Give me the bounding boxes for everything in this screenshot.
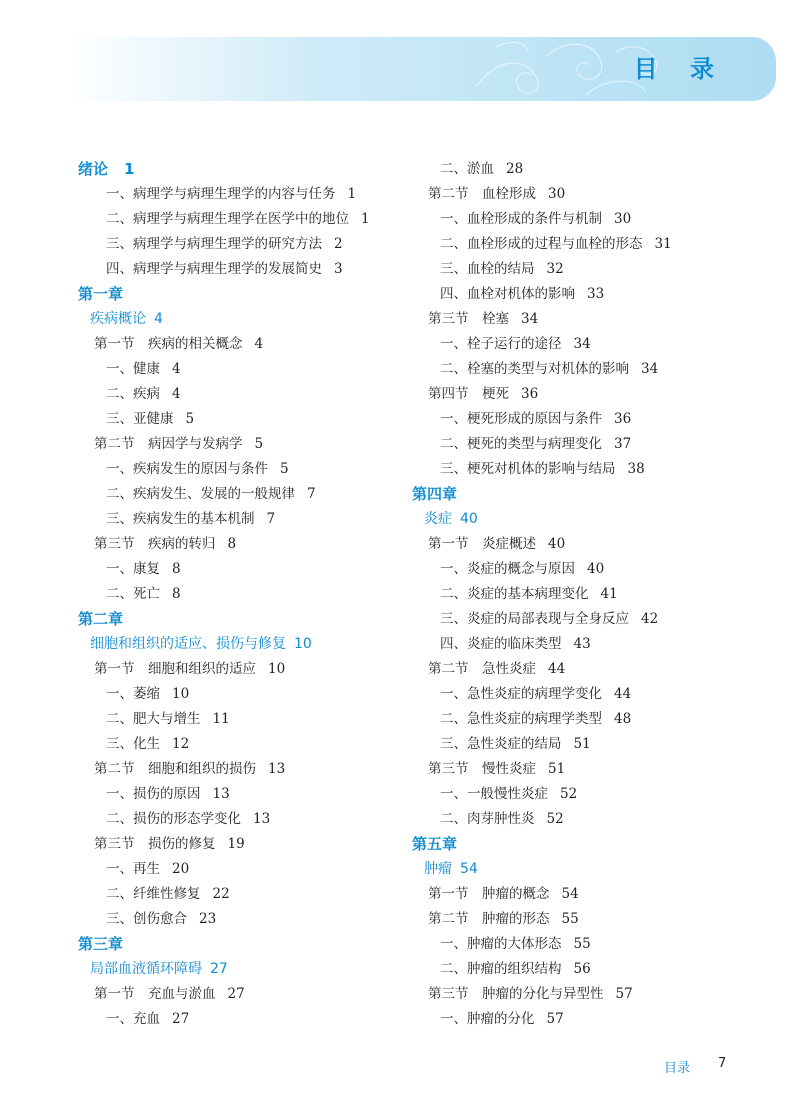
toc-entry-page: 19 [227,836,245,852]
toc-entry-title: 二、血栓形成的过程与血栓的形态 [440,236,643,252]
toc-entry-title: 第三章 [78,935,124,953]
toc-entry-page: 12 [172,736,190,752]
toc-entry-page: 13 [253,811,271,827]
toc-entry-page: 51 [573,736,591,752]
toc-item-entry[interactable] [412,607,772,632]
toc-entry-page: 11 [212,711,230,727]
toc-section-entry[interactable] [78,432,398,457]
toc-entry-title: 第二节 急性炎症 [428,661,536,677]
toc-item-entry[interactable] [412,157,772,182]
toc-entry-page: 52 [546,811,564,827]
toc-section-entry[interactable] [412,382,772,407]
toc-entry-title: 一、急性炎症的病理学变化 [440,686,602,702]
toc-entry-title: 二、肥大与增生 [106,711,201,727]
toc-entry-page: 4 [254,336,264,352]
toc-entry-title: 三、化生 [106,736,160,752]
toc-item-entry[interactable] [78,582,398,607]
toc-item-entry[interactable] [412,707,772,732]
toc-entry-page: 57 [546,1011,564,1027]
toc-entry-page: 40 [587,561,605,577]
toc-entry-title: 一、一般慢性炎症 [440,786,548,802]
toc-entry-title: 三、血栓的结局 [440,261,535,277]
toc-section-entry[interactable] [412,757,772,782]
toc-entry-title: 第一节 肿瘤的概念 [428,886,550,902]
toc-entry-title: 二、栓塞的类型与对机体的影响 [440,361,629,377]
toc-entry-page: 37 [614,436,632,452]
toc-entry-page: 7 [307,486,316,502]
toc-chapter-entry[interactable] [412,482,772,507]
toc-entry-title: 二、梗死的类型与病理变化 [440,436,602,452]
toc-intro-item-entry[interactable] [78,182,398,207]
toc-entry-title: 四、病理学与病理生理学的发展简史 [106,261,322,277]
toc-entry-page: 4 [154,311,163,327]
toc-entry-page: 8 [172,586,181,602]
toc-entry-page: 55 [561,911,579,927]
toc-entry-page: 5 [254,436,264,452]
toc-entry-page: 8 [227,536,237,552]
toc-entry-title: 二、死亡 [106,586,160,602]
toc-entry-page: 31 [654,236,672,252]
toc-item-entry[interactable] [412,582,772,607]
toc-item-entry[interactable] [78,482,398,507]
toc-item-entry[interactable] [78,807,398,832]
toc-item-entry[interactable] [412,207,772,232]
toc-entry-title: 二、病理学与病理生理学在医学中的地位 [106,211,349,227]
toc-item-entry[interactable] [412,257,772,282]
toc-entry-page: 44 [614,686,632,702]
toc-chapter-title-entry[interactable] [412,507,772,532]
toc-entry-title: 第一节 疾病的相关概念 [94,336,243,352]
toc-item-entry[interactable] [412,357,772,382]
toc-entry-title: 一、炎症的概念与原因 [440,561,575,577]
toc-entry-title: 一、病理学与病理生理学的内容与任务 [106,186,336,202]
toc-entry-page: 27 [227,986,245,1002]
footer-page-number: 7 [718,1056,727,1071]
toc-item-entry[interactable] [412,782,772,807]
toc-entry-title: 细胞和组织的适应、损伤与修复 [90,636,286,652]
toc-entry-title: 第三节 疾病的转归 [94,536,216,552]
toc-entry-title: 一、损伤的原因 [106,786,201,802]
toc-entry-page: 7 [266,511,276,527]
toc-entry-page: 38 [627,461,645,477]
toc-entry-title: 第二章 [78,610,124,628]
toc-entry-title: 第四章 [412,485,458,503]
toc-entry-page: 13 [268,761,286,777]
toc-section-entry[interactable] [412,307,772,332]
toc-entry-title: 第一节 细胞和组织的适应 [94,661,256,677]
toc-entry-title: 四、炎症的临床类型 [440,636,562,652]
toc-item-entry[interactable] [78,382,398,407]
toc-entry-title: 肿瘤 [424,861,452,877]
toc-entry-title: 炎症 [424,511,452,527]
footer-section-label: 目录 [664,1061,691,1076]
toc-entry-page: 8 [172,561,181,577]
toc-entry-title: 三、疾病发生的基本机制 [106,511,255,527]
toc-item-entry[interactable] [412,682,772,707]
toc-entry-title: 第四节 梗死 [428,386,509,402]
toc-entry-title: 局部血液循环障碍 [90,961,202,977]
toc-entry-page: 10 [294,636,312,652]
toc-entry-title: 三、炎症的局部表现与全身反应 [440,611,629,627]
toc-entry-title: 二、疾病发生、发展的一般规律 [106,486,295,502]
toc-entry-page: 23 [199,911,217,927]
toc-entry-title: 疾病概论 [90,311,146,327]
toc-entry-title: 二、淤血 [440,161,494,177]
toc-item-entry[interactable] [78,707,398,732]
toc-entry-page: 36 [521,386,539,402]
toc-section-entry[interactable] [412,907,772,932]
toc-section-entry[interactable] [412,982,772,1007]
toc-entry-page: 10 [268,661,286,677]
toc-entry-title: 第二节 肿瘤的形态 [428,911,550,927]
toc-item-entry[interactable] [78,882,398,907]
toc-entry-page: 54 [460,861,478,877]
toc-entry-page: 2 [334,236,343,252]
toc-item-entry[interactable] [412,407,772,432]
toc-entry-title: 二、炎症的基本病理变化 [440,586,589,602]
toc-entry-title: 二、肉芽肿性炎 [440,811,535,827]
toc-entry-page: 30 [548,186,566,202]
toc-entry-page: 3 [334,261,343,277]
header-banner [68,37,776,101]
toc-item-entry[interactable] [78,407,398,432]
toc-entry-title: 三、病理学与病理生理学的研究方法 [106,236,322,252]
toc-section-entry[interactable] [412,182,772,207]
toc-entry-title: 二、纤维性修复 [106,886,201,902]
toc-chapter-title-entry[interactable] [412,857,772,882]
toc-entry-page: 40 [548,536,566,552]
toc-entry-title: 三、亚健康 [106,411,174,427]
toc-chapter-entry[interactable] [78,282,398,307]
toc-entry-title: 三、创伤愈合 [106,911,187,927]
toc-entry-page: 57 [615,986,633,1002]
toc-entry-page: 32 [546,261,564,277]
toc-entry-title: 二、急性炎症的病理学类型 [440,711,602,727]
toc-entry-page: 1 [347,186,357,202]
toc-item-entry[interactable] [412,632,772,657]
toc-entry-title: 第五章 [412,835,458,853]
toc-entry-title: 一、健康 [106,361,160,377]
toc-entry-page: 22 [212,886,230,902]
toc-entry-title: 一、肿瘤的分化 [440,1011,535,1027]
toc-item-entry[interactable] [412,232,772,257]
toc-chapter-title-entry[interactable] [78,957,398,982]
toc-item-entry[interactable] [412,957,772,982]
toc-chapter-entry[interactable] [78,157,398,182]
toc-chapter-entry[interactable] [412,832,772,857]
toc-item-entry[interactable] [78,507,398,532]
toc-entry-title: 第二节 血栓形成 [428,186,536,202]
toc-entry-page: 28 [506,161,524,177]
toc-item-entry[interactable] [78,357,398,382]
toc-item-entry[interactable] [412,557,772,582]
toc-item-entry[interactable] [78,457,398,482]
toc-entry-page: 48 [614,711,632,727]
page-title: 目 录 [633,55,726,83]
toc-entry-title: 二、损伤的形态学变化 [106,811,241,827]
toc-left-column [78,157,398,1032]
toc-item-entry[interactable] [78,557,398,582]
toc-entry-title: 第二节 病因学与发病学 [94,436,243,452]
toc-entry-page: 42 [641,611,659,627]
toc-entry-page: 27 [210,961,228,977]
toc-section-entry[interactable] [78,832,398,857]
toc-item-entry[interactable] [412,282,772,307]
toc-entry-title: 一、萎缩 [106,686,160,702]
toc-entry-page: 5 [280,461,289,477]
toc-entry-title: 第三节 栓塞 [428,311,509,327]
toc-entry-title: 第三节 慢性炎症 [428,761,536,777]
toc-entry-title: 第一节 炎症概述 [428,536,536,552]
toc-entry-title: 一、栓子运行的途径 [440,336,562,352]
toc-item-entry[interactable] [78,732,398,757]
toc-entry-title: 一、充血 [106,1011,160,1027]
toc-section-entry[interactable] [412,657,772,682]
toc-intro-item-entry[interactable] [78,232,398,257]
toc-item-entry[interactable] [412,732,772,757]
toc-entry-page: 44 [548,661,566,677]
toc-section-entry[interactable] [412,532,772,557]
toc-item-entry[interactable] [412,332,772,357]
toc-item-entry[interactable] [78,682,398,707]
toc-entry-title: 一、梗死形成的原因与条件 [440,411,602,427]
toc-item-entry[interactable] [78,857,398,882]
toc-item-entry[interactable] [412,457,772,482]
toc-entry-title: 三、梗死对机体的影响与结局 [440,461,616,477]
toc-item-entry[interactable] [78,1007,398,1032]
toc-entry-title: 四、血栓对机体的影响 [440,286,575,302]
toc-entry-title: 一、血栓形成的条件与机制 [440,211,602,227]
toc-item-entry[interactable] [412,432,772,457]
toc-entry-page: 20 [172,861,190,877]
toc-intro-item-entry[interactable] [78,257,398,282]
toc-entry-page: 10 [172,686,190,702]
toc-entry-page: 54 [561,886,579,902]
toc-entry-title: 一、再生 [106,861,160,877]
toc-entry-page: 33 [587,286,605,302]
toc-entry-page: 41 [600,586,618,602]
toc-entry-title: 第三节 损伤的修复 [94,836,216,852]
toc-entry-title: 二、肿瘤的组织结构 [440,961,562,977]
toc-entry-page: 1 [361,211,370,227]
toc-entry-page: 30 [614,211,632,227]
toc-section-entry[interactable] [78,657,398,682]
toc-chapter-entry[interactable] [78,932,398,957]
toc-section-entry[interactable] [78,982,398,1007]
toc-section-entry[interactable] [78,332,398,357]
toc-entry-title: 二、疾病 [106,386,160,402]
toc-entry-page: 40 [460,511,478,527]
toc-entry-title: 一、疾病发生的原因与条件 [106,461,268,477]
toc-item-entry[interactable] [412,1007,772,1032]
toc-section-entry[interactable] [412,882,772,907]
toc-entry-page: 51 [548,761,566,777]
toc-intro-item-entry[interactable] [78,207,398,232]
toc-entry-page: 43 [573,636,591,652]
toc-entry-page: 13 [212,786,230,802]
toc-entry-title: 第二节 细胞和组织的损伤 [94,761,256,777]
toc-item-entry[interactable] [412,807,772,832]
toc-entry-title: 绪论 [78,160,109,178]
toc-entry-title: 三、急性炎症的结局 [440,736,562,752]
toc-entry-page: 34 [521,311,539,327]
toc-entry-title: 一、肿瘤的大体形态 [440,936,562,952]
toc-entry-title: 第一节 充血与淤血 [94,986,216,1002]
toc-entry-page: 1 [124,160,135,178]
toc-chapter-entry[interactable] [78,607,398,632]
toc-item-entry[interactable] [78,782,398,807]
toc-entry-page: 4 [172,361,181,377]
toc-entry-page: 34 [573,336,591,352]
toc-right-column [412,157,772,1032]
toc-entry-page: 34 [641,361,659,377]
toc-chapter-title-entry[interactable] [78,632,398,657]
toc-entry-page: 52 [560,786,578,802]
toc-item-entry[interactable] [412,932,772,957]
toc-entry-page: 36 [614,411,632,427]
toc-chapter-title-entry[interactable] [78,307,398,332]
toc-entry-page: 56 [573,961,591,977]
toc-entry-page: 55 [573,936,591,952]
toc-entry-title: 第三节 肿瘤的分化与异型性 [428,986,604,1002]
toc-entry-page: 4 [172,386,181,402]
toc-entry-page: 5 [185,411,195,427]
toc-entry-page: 27 [172,1011,190,1027]
toc-entry-title: 一、康复 [106,561,160,577]
toc-item-entry[interactable] [78,907,398,932]
toc-entry-title: 第一章 [78,285,124,303]
toc-section-entry[interactable] [78,757,398,782]
toc-section-entry[interactable] [78,532,398,557]
